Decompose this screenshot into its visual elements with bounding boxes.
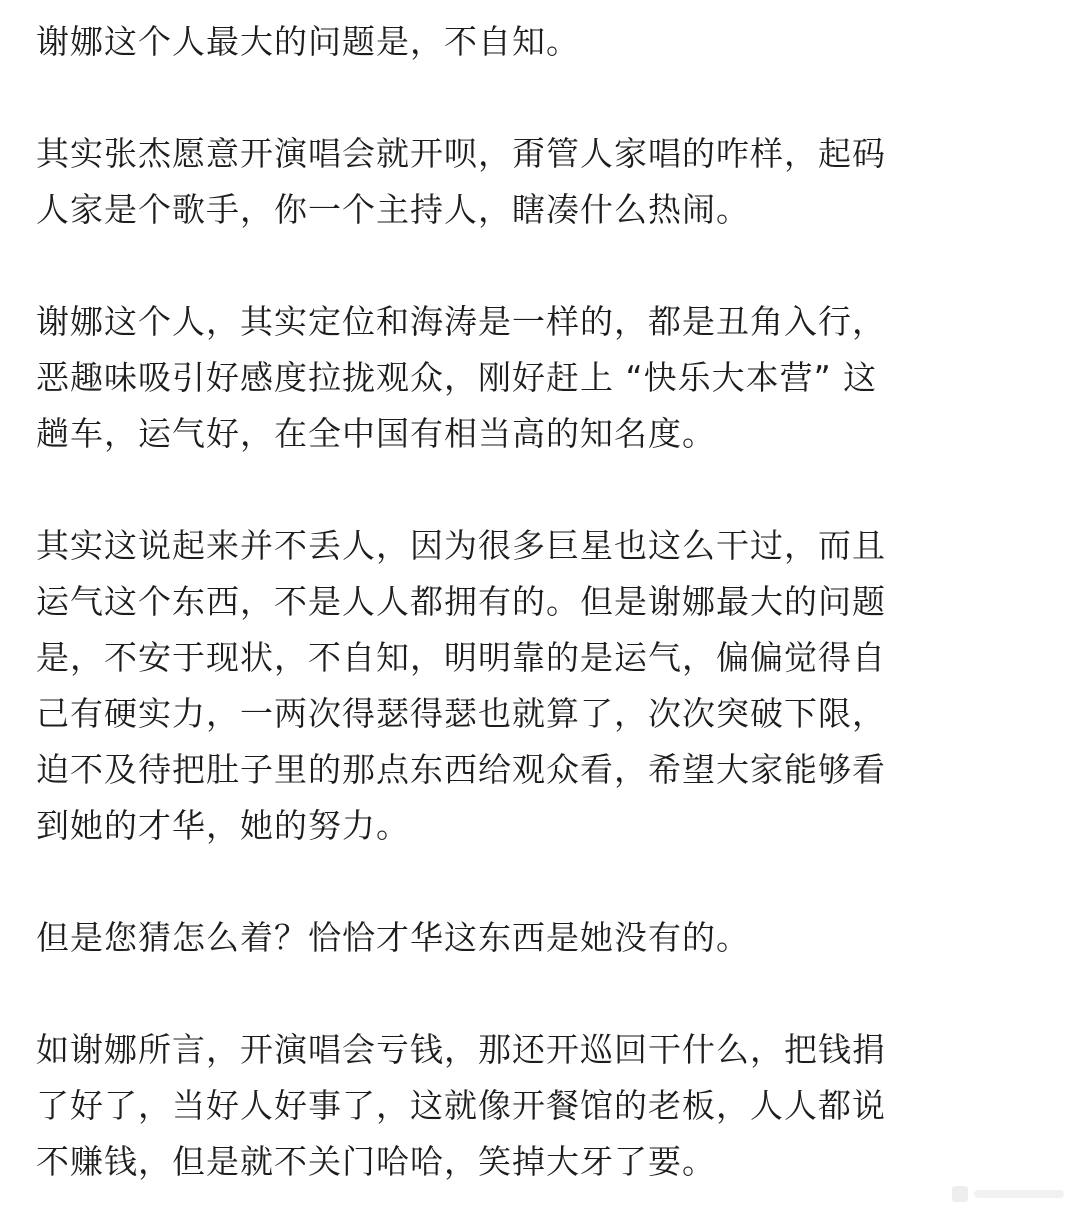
paragraph-2 [36, 126, 1046, 238]
text-line: 谢娜这个人，其实定位和海涛是一样的，都是丑角入行， [36, 302, 886, 341]
text-line: 如谢娜所言，开演唱会亏钱，那还开巡回干什么，把钱捐 [36, 1030, 886, 1069]
text-line: 恶趣味吸引好感度拉拢观众，刚好赶上 “快乐大本营” 这 [36, 358, 878, 397]
watermark-icon [950, 1176, 1070, 1212]
paragraph-3 [36, 294, 1046, 462]
paragraph-4 [36, 518, 1046, 854]
text-line: 人家是个歌手，你一个主持人，瞎凑什么热闹。 [36, 190, 750, 229]
text-line: 其实张杰愿意开演唱会就开呗，甭管人家唱的咋样，起码 [36, 134, 886, 173]
paragraph-6 [36, 1022, 1046, 1190]
text-line: 其实这说起来并不丢人，因为很多巨星也这么干过，而且 [36, 526, 886, 565]
text-line: 谢娜这个人最大的问题是，不自知。 [36, 22, 580, 61]
text-line: 了好了，当好人好事了，这就像开餐馆的老板，人人都说 [36, 1086, 886, 1125]
text-line: 不赚钱，但是就不关门哈哈，笑掉大牙了要。 [36, 1142, 716, 1181]
text-line: 迫不及待把肚子里的那点东西给观众看，希望大家能够看 [36, 750, 886, 789]
text-line: 是，不安于现状，不自知，明明靠的是运气，偏偏觉得自 [36, 638, 886, 677]
paragraph-5 [36, 910, 1046, 966]
text-line: 己有硬实力，一两次得瑟得瑟也就算了，次次突破下限， [36, 694, 886, 733]
paragraph-1 [36, 14, 1046, 70]
text-line: 趟车，运气好，在全中国有相当高的知名度。 [36, 414, 716, 453]
text-line: 到她的才华，她的努力。 [36, 806, 410, 845]
article-body [36, 14, 1046, 1190]
text-line: 运气这个东西，不是人人都拥有的。但是谢娜最大的问题 [36, 582, 886, 621]
text-line: 但是您猜怎么着？恰恰才华这东西是她没有的。 [36, 918, 750, 957]
